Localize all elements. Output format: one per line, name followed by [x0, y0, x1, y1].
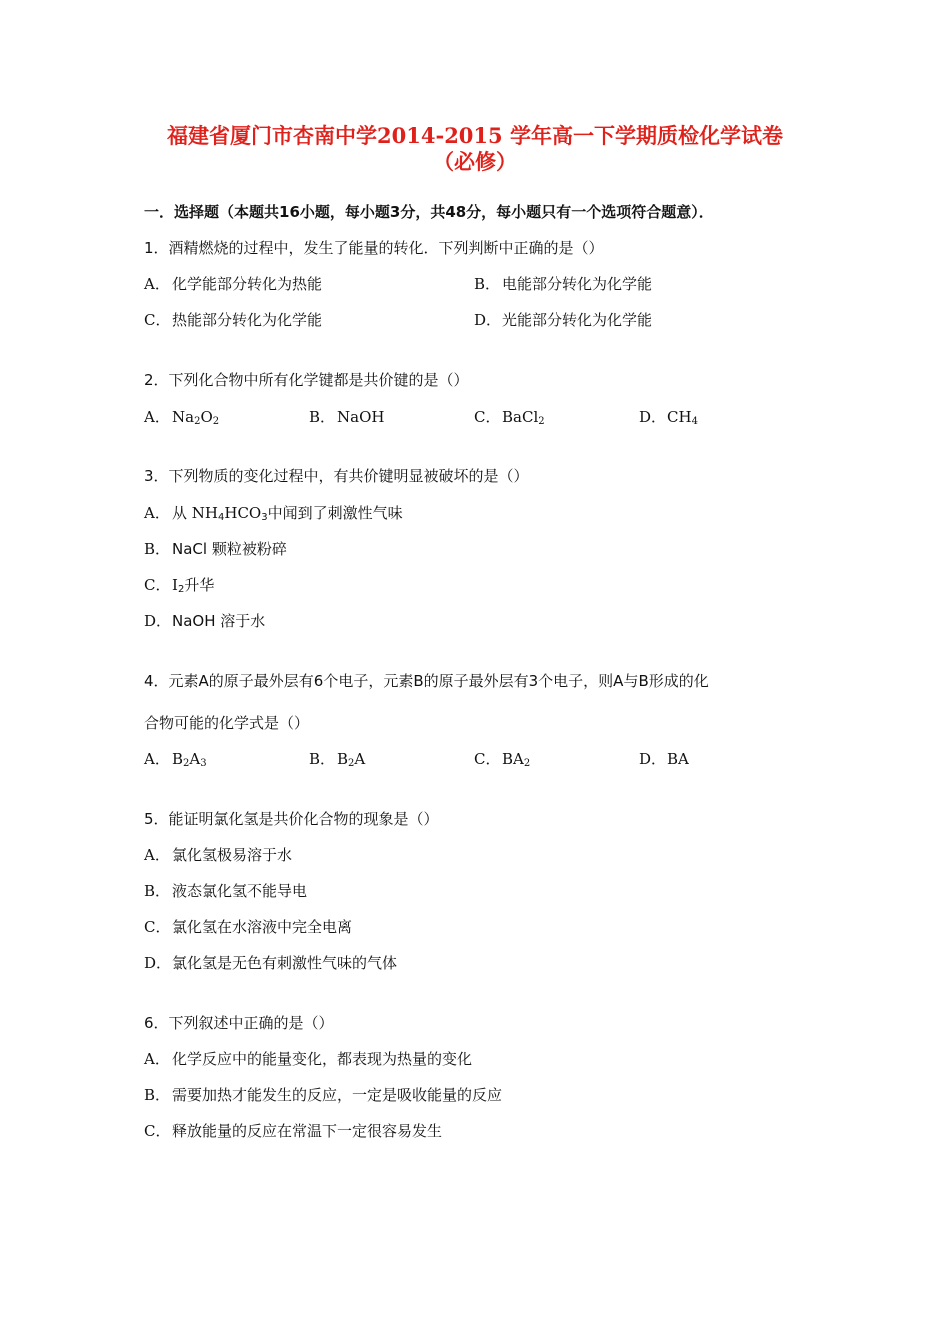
question-4-option-a: [144, 749, 207, 769]
option-text: 化学能部分转化为热能: [172, 275, 323, 293]
formula-part: BA: [502, 750, 524, 768]
section-heading: 一．选择题（本题共16小题，每小题3分，共48分，每小题只有一个选项符合题意）．: [144, 203, 714, 221]
formula-part: CH: [667, 408, 692, 426]
option-letter: A．: [144, 275, 170, 293]
question-4-option-c: [474, 749, 530, 769]
option-text: 氯化氢在水溶液中完全电离: [172, 918, 353, 936]
question-5-option-c: [144, 917, 352, 937]
option-text: 释放能量的反应在常温下一定很容易发生: [172, 1122, 443, 1140]
formula-part: A: [189, 750, 201, 768]
option-letter: A．: [144, 408, 170, 426]
formula-part: BA: [667, 750, 689, 768]
formula-part: Na: [172, 408, 195, 426]
formula-subscript: 2: [348, 758, 355, 769]
formula-part: B: [337, 750, 349, 768]
question-2-option-b: [309, 407, 384, 427]
exam-title-line-2: （必修）: [433, 149, 517, 174]
question-3-option-c: [144, 575, 214, 595]
option-letter: B．: [144, 882, 171, 900]
formula-subscript: 2: [183, 758, 190, 769]
option-letter: B．: [309, 408, 336, 426]
question-5-option-d: [144, 953, 397, 973]
formula-part: B: [172, 750, 184, 768]
option-letter: B．: [144, 1086, 171, 1104]
option-text: 液态氯化氢不能导电: [172, 882, 308, 900]
question-6-option-c: [144, 1121, 442, 1141]
question-1-option-b: [474, 274, 652, 294]
option-text: 化学反应中的能量变化，都表现为热量的变化: [172, 1050, 473, 1068]
question-6-option-b: [144, 1085, 502, 1105]
formula-subscript: 3: [261, 512, 268, 523]
option-letter: D．: [474, 311, 502, 329]
option-text: 电能部分转化为化学能: [502, 275, 653, 293]
question-4-stem-line-2: 合物可能的化学式是（）: [144, 714, 310, 732]
option-text: NaOH 溶于水: [172, 612, 266, 630]
question-1-option-a: [144, 274, 322, 294]
option-text: NaCl 颗粒被粉碎: [172, 540, 287, 558]
formula-subscript: 4: [691, 416, 698, 427]
formula-subscript: 4: [218, 512, 225, 523]
formula-subscript: 2: [538, 416, 545, 427]
formula-subscript: 2: [194, 416, 201, 427]
question-3-option-b: [144, 539, 287, 559]
question-2-stem: 2．下列化合物中所有化学键都是共价键的是（）: [144, 371, 469, 389]
option-text: 从: [172, 504, 192, 522]
question-2-option-d: [639, 407, 698, 427]
formula-subscript: 2: [212, 416, 220, 427]
option-text: 升华: [184, 576, 215, 594]
option-letter: D．: [144, 954, 172, 972]
formula-part: NaOH: [337, 408, 385, 426]
question-3-stem: 3．下列物质的变化过程中，有共价键明显被破坏的是（）: [144, 467, 529, 485]
question-4-stem-line-1: 4．元素A的原子最外层有6个电子，元素B的原子最外层有3个电子，则A与B形成的化: [144, 672, 709, 690]
option-letter: D．: [639, 408, 667, 426]
question-6-stem: 6．下列叙述中正确的是（）: [144, 1014, 334, 1032]
formula-part: NH: [191, 504, 218, 522]
option-letter: C．: [144, 576, 171, 594]
option-letter: B．: [474, 275, 501, 293]
option-letter: B．: [309, 750, 336, 768]
option-letter: C．: [144, 918, 171, 936]
formula-part: BaCl: [502, 408, 539, 426]
formula-subscript: 3: [200, 758, 207, 769]
option-letter: A．: [144, 750, 170, 768]
question-1-option-d: [474, 310, 652, 330]
formula-part: A: [354, 750, 366, 768]
question-1-stem: 1．酒精燃烧的过程中，发生了能量的转化．下列判断中正确的是（）: [144, 239, 604, 257]
option-text: 热能部分转化为化学能: [172, 311, 323, 329]
option-letter: B．: [144, 540, 171, 558]
question-1-option-c: [144, 310, 322, 330]
option-letter: A．: [144, 1050, 170, 1068]
option-text: 需要加热才能发生的反应，一定是吸收能量的反应: [172, 1086, 503, 1104]
question-4-option-d: [639, 749, 689, 769]
question-4-option-b: [309, 749, 365, 769]
option-text: 氯化氢是无色有刺激性气味的气体: [172, 954, 398, 972]
option-letter: D．: [144, 612, 172, 630]
formula-part: I: [172, 576, 178, 594]
option-letter: C．: [474, 408, 501, 426]
option-letter: C．: [144, 1122, 171, 1140]
question-3-option-a: [144, 503, 403, 523]
question-5-stem: 5．能证明氯化氢是共价化合物的现象是（）: [144, 810, 439, 828]
formula-subscript: 2: [177, 584, 185, 595]
question-6-option-a: [144, 1049, 472, 1069]
question-2-option-c: [474, 407, 545, 427]
exam-title-line-1: 福建省厦门市杏南中学2014-2015 学年高一下学期质检化学试卷: [167, 123, 783, 148]
question-5-option-b: [144, 881, 307, 901]
option-text: 光能部分转化为化学能: [502, 311, 653, 329]
option-letter: C．: [474, 750, 501, 768]
question-5-option-a: [144, 845, 292, 865]
option-letter: C．: [144, 311, 171, 329]
option-letter: A．: [144, 846, 170, 864]
option-text: 氯化氢极易溶于水: [172, 846, 293, 864]
option-letter: D．: [639, 750, 667, 768]
formula-subscript: 2: [523, 758, 531, 769]
formula-part: HCO: [224, 504, 262, 522]
formula-part: O: [200, 408, 213, 426]
option-text: 中闻到了刺激性气味: [267, 504, 403, 522]
question-2-option-a: [144, 407, 219, 427]
question-3-option-d: [144, 611, 265, 631]
option-letter: A．: [144, 504, 170, 522]
